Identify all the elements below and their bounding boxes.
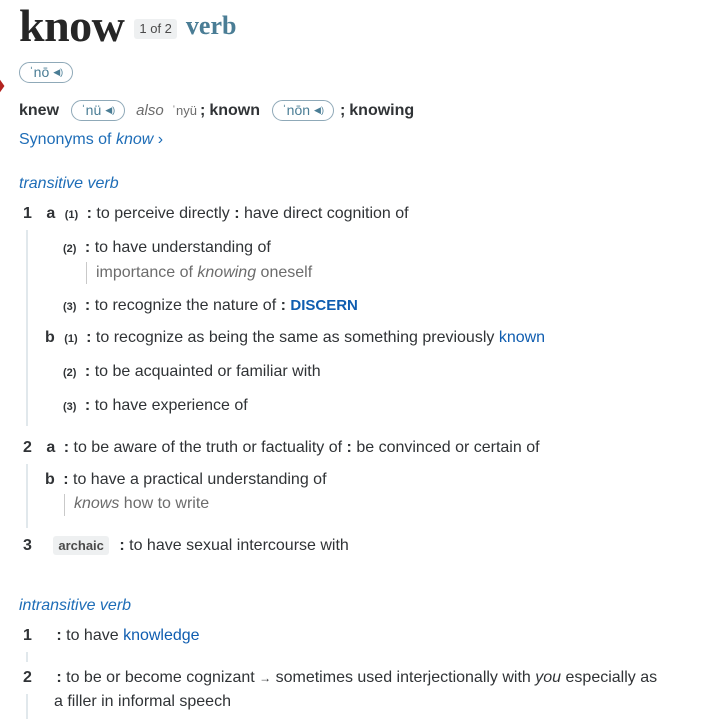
definition-text: to perceive directly — [96, 205, 230, 222]
sense-divider — [26, 694, 28, 719]
sense-1a3 — [63, 297, 358, 315]
def-colon: : — [86, 329, 92, 346]
alt-pronunciation: ˈnyü — [171, 103, 197, 118]
def-colon: : — [84, 239, 91, 256]
def-colon: : — [56, 627, 62, 644]
example-emphasis: knowing — [197, 264, 257, 281]
sense-number: 2 — [23, 669, 32, 686]
inflection-present-participle: knowing — [349, 101, 415, 119]
past-pronunciation-button[interactable] — [71, 100, 125, 121]
red-accent-mark — [0, 72, 6, 106]
usage-note-line2: a filler in informal speech — [54, 693, 231, 710]
example-text: oneself — [256, 264, 313, 281]
intransitive-sense-2 — [23, 669, 657, 687]
sense-number: 1 — [23, 205, 32, 222]
sense-1a2 — [63, 239, 271, 257]
sense-number: 3 — [23, 537, 32, 554]
synonym-crossref-link[interactable]: DISCERN — [290, 297, 358, 314]
inflections-row — [19, 100, 414, 121]
sense-letter: b — [45, 471, 55, 488]
definition-text: to be aware of the truth or factuality of — [73, 439, 343, 456]
example-rule — [64, 494, 65, 516]
intransitive-verb-label: intransitive verb — [19, 597, 132, 614]
definition-text: to have experience of — [94, 397, 248, 414]
pronunciation-button[interactable] — [19, 62, 73, 83]
headword-line — [19, 0, 236, 52]
sense-divider — [26, 464, 28, 528]
sense-3 — [23, 537, 349, 555]
pronunciation-text: ˈnō — [29, 64, 50, 80]
sense-letter: a — [46, 205, 56, 222]
def-colon: : — [234, 205, 240, 222]
usage-note-emphasis: you — [535, 669, 562, 686]
definition-text: to have a practical understanding of — [73, 471, 327, 488]
definition-text: to be acquainted or familiar with — [94, 363, 321, 380]
sense-1a1 — [23, 205, 409, 223]
definition-text: to recognize as being the same as something previously — [95, 329, 495, 346]
speaker-icon: ◀︎) — [53, 66, 64, 77]
def-colon: : — [63, 439, 70, 456]
sense-divider — [26, 652, 28, 662]
definition-text: to have understanding of — [94, 239, 271, 256]
knowledge-link[interactable]: knowledge — [123, 627, 200, 644]
sense-1b1 — [45, 329, 545, 347]
pp-pron-text: ˈnōn — [282, 102, 311, 118]
def-colon: : — [56, 669, 62, 686]
separator: ; — [339, 101, 346, 119]
def-colon: : — [119, 537, 125, 554]
transitive-verb-label: transitive verb — [19, 175, 119, 192]
also-label: also — [136, 102, 164, 119]
sense-letter: b — [45, 329, 55, 346]
definition-text: be convinced or certain of — [356, 439, 540, 456]
usage-note: especially as — [561, 669, 658, 686]
pp-pronunciation-button[interactable] — [272, 100, 334, 121]
sense-letter: a — [46, 439, 56, 456]
sense-number: 2 — [23, 439, 32, 456]
subsense-number: (3) — [63, 301, 77, 313]
part-of-speech-link[interactable]: verb — [185, 11, 237, 40]
subsense-number: (1) — [64, 209, 79, 221]
example-rule — [86, 262, 87, 284]
known-link[interactable]: known — [498, 329, 546, 346]
usage-example — [96, 264, 312, 282]
inflection-past-participle: known — [209, 101, 260, 119]
example-text: how to write — [119, 495, 210, 512]
archaic-label: archaic — [53, 536, 109, 555]
subsense-number: (3) — [63, 401, 77, 413]
subsense-number: (1) — [64, 333, 78, 345]
example-text: importance of — [96, 264, 198, 281]
definition-text: have direct cognition of — [244, 205, 409, 222]
def-colon: : — [63, 471, 69, 488]
intransitive-sense-1 — [23, 627, 200, 645]
usage-note: sometimes used interjectionally with — [275, 669, 536, 686]
synonyms-prefix: Synonyms of — [19, 131, 116, 148]
sense-1b2 — [63, 363, 321, 381]
def-colon: : — [280, 297, 286, 314]
homograph-badge: 1 of 2 — [134, 19, 177, 39]
chevron-right-icon: › — [157, 131, 164, 148]
pronunciation-row — [19, 62, 73, 83]
def-colon: : — [346, 439, 352, 456]
inflection-past: knew — [19, 101, 60, 119]
def-colon: : — [84, 297, 91, 314]
subsense-number: (2) — [63, 367, 77, 379]
definition-text: to recognize the nature of — [94, 297, 277, 314]
synonyms-word: know — [115, 131, 154, 148]
sense-divider — [26, 230, 28, 426]
def-colon: : — [84, 363, 91, 380]
definition-text: to have sexual intercourse with — [129, 537, 349, 554]
definition-text: to have — [66, 627, 119, 644]
speaker-icon: ◀︎) — [105, 104, 116, 115]
speaker-icon: ◀︎) — [314, 104, 324, 115]
past-pron-text: ˈnü — [81, 102, 102, 118]
sense-2b — [45, 471, 327, 489]
subsense-number: (2) — [63, 243, 77, 255]
def-colon: : — [84, 397, 91, 414]
sense-number: 1 — [23, 627, 32, 644]
definition-text: to be or become cognizant — [66, 669, 255, 686]
def-colon: : — [86, 205, 92, 222]
headword: know — [19, 0, 125, 51]
synonyms-link[interactable] — [19, 131, 163, 149]
separator: ; — [200, 101, 206, 119]
example-emphasis: knows — [74, 495, 120, 512]
sense-1b3 — [63, 397, 248, 415]
sense-2a — [23, 439, 540, 457]
usage-example — [74, 495, 209, 513]
arrow-right-icon: → — [259, 671, 272, 685]
